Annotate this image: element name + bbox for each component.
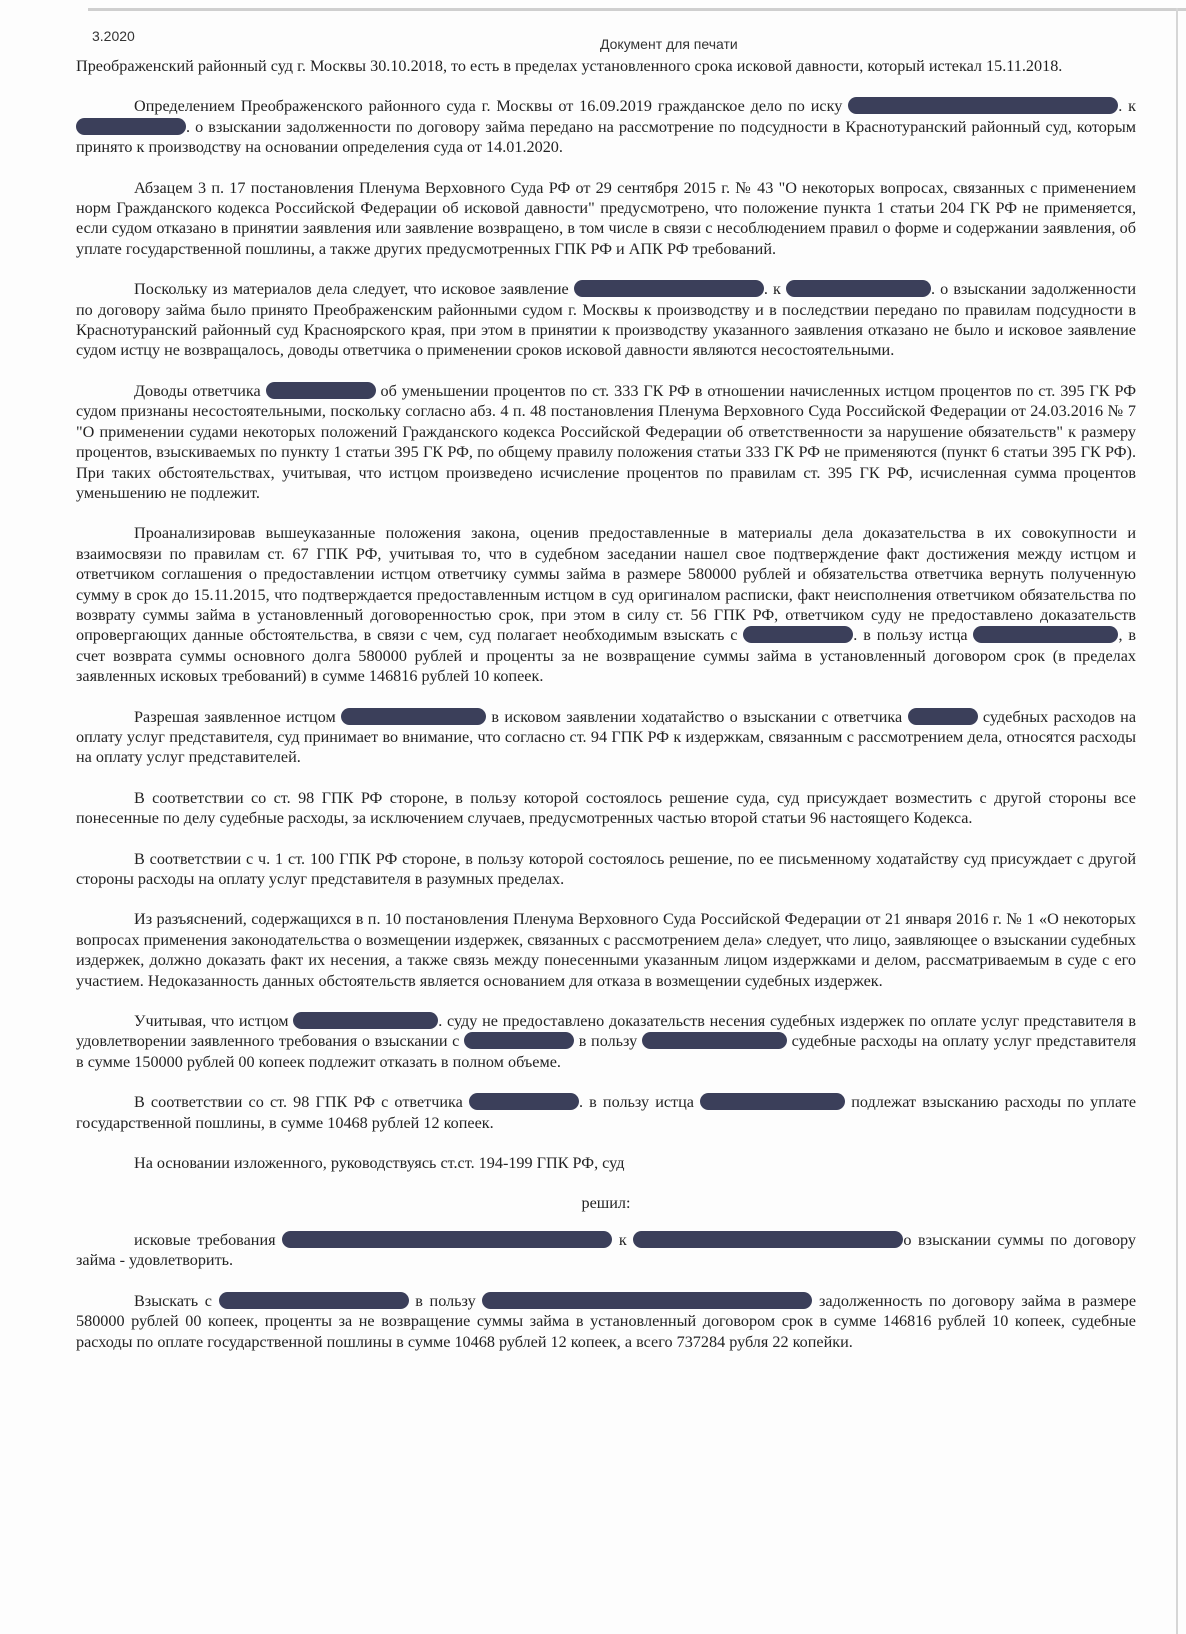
decision-heading-text: решил: [581,1194,631,1213]
redacted-name [786,280,931,297]
paragraph-9 [76,849,1136,890]
paragraph-1-text: Преображенский районный суд г. Москвы 30.10.2018, то есть в пределах установленного срока исковой давности, который истекал 15.11.2018. [76,57,1063,75]
paragraph-11 [76,1011,1136,1072]
page-edge-right [1176,8,1178,1634]
redacted-name [469,1093,579,1110]
redacted-name [848,97,1118,114]
paragraph-13-text: На основании изложенного, руководствуясь ст.ст. 194-199 ГПК РФ, суд [134,1154,625,1173]
paragraph-13 [76,1153,1136,1173]
paragraph-8-text: В соответствии со ст. 98 ГПК РФ стороне, в пользу которой состоялось решение суда, суд присуждает возместить с другой стороны все понесенные по делу судебные расходы, за исключением случаев, предусмотренных частью второй статьи 96 настоящего Кодекса. [76,788,1136,828]
redacted-name [219,1292,409,1309]
paragraph-15-text-b: в пользу [415,1291,476,1310]
paragraph-11-text-a: Учитывая, что истцом [134,1012,289,1031]
paragraph-7-text-c: судебных расходов на оплату услуг представителя, суд принимает во внимание, что согласно ст. 94 ГПК РФ к издержкам, связанным с рассмотрением дела, относятся расходы на оплату услуг представителей. [76,707,1137,767]
paragraph-12-text-c: подлежат взысканию расходы по уплате государственной пошлины, в сумме 10468 рублей 12 копеек. [76,1093,1137,1132]
paragraph-6 [76,523,1136,686]
redacted-name [266,382,376,399]
paragraph-3 [76,178,1136,260]
paragraph-12-text-a: В соответствии со ст. 98 ГПК РФ с ответчика [134,1093,463,1112]
redacted-name [464,1032,574,1049]
paragraph-4-text-c: . о взыскании задолженности по договору займа было принято Преображенским районными судом г. Москвы к производству и в последствии передано по правилам подсудности в Краснотуранский районный суд Красноярского края, при этом в принятии к производству указанного заявления отказано не было и исковое заявление судом истцу не возвращалось, доводы ответчика о применении сроков исковой давности являются несостоятельными. [76,280,1136,360]
paragraph-14-text-b: к [618,1230,627,1249]
print-header-title: Документ для печати [600,36,738,52]
paragraph-7-text-b: в исковом заявлении ходатайство о взыскании с ответчика [491,707,903,726]
paragraph-5 [76,381,1136,503]
paragraph-15 [76,1291,1136,1352]
decision-heading [76,1193,1136,1213]
redacted-name [973,626,1118,643]
paragraph-15-text-c: задолженность по договору займа в размере 580000 рублей 00 копеек, проценты за не возвращение суммы займа в установленный договором срок в сумме 146816 рублей 10 копеек, судебные расходы по оплате государственной пошлины в сумме 10468 рублей 12 копеек, а всего 737284 рубля 22 копейки. [76,1291,1137,1351]
paragraph-15-text-a: Взыскать с [134,1291,212,1310]
paragraph-7-text-a: Разрешая заявленное истцом [134,707,336,726]
paragraph-6-text-b: . в пользу истца [853,626,968,645]
paragraph-4-text-a: Поскольку из материалов дела следует, что исковое заявление [134,280,569,299]
document-body [76,56,1136,1372]
paragraph-14 [76,1230,1136,1271]
redacted-name [908,708,978,725]
paragraph-10 [76,909,1136,991]
paragraph-5-text-a: Доводы ответчика [134,381,261,400]
paragraph-4-text-b: . к [763,280,781,299]
paragraph-11-text-d: судебные расходы на оплату услуг представителя в сумме 150000 рублей 00 копеек подлежит отказать в полном объеме. [76,1032,1137,1071]
paragraph-6-text-c: , в счет возврата суммы основного долга 580000 рублей и проценты за не возвращение суммы займа в установленный договором срок (в пределах заявленных исковых требований) в сумме 146816 рублей 10 копеек. [76,626,1137,686]
paragraph-6-text-a: Проанализировав вышеуказанные положения закона, оценив предоставленные в материалы дела доказательства в их совокупности и взаимосвязи по правилам ст. 67 ГПК РФ, учитывая то, что в судебном заседании нашел свое подтверждение факт достижения между истцом и ответчиком соглашения о предоставлении истцом ответчику суммы займа в размере 580000 рублей и обязательства ответчика вернуть полученную сумму в срок до 15.11.2015, что подтверждается предоставленным истцом в суд оригиналом расписки, факт неисполнения ответчиком обязательства по возврату суммы займа в установленный договоренностью срок, при этом в силу ст. 56 ГПК РФ, ответчиком суду не предоставлено доказательств опровергающих данные обстоятельства, в связи с чем, суд полагает необходимым взыскать с [76,524,1136,645]
paragraph-8 [76,788,1136,829]
paragraph-2 [76,96,1136,157]
paragraph-12-text-b: . в пользу истца [578,1093,694,1112]
paragraph-2-text-a: Определением Преображенского районного суда г. Москвы от 16.09.2019 гражданское дело по иску [134,97,843,116]
paragraph-5-text-b: об уменьшении процентов по ст. 333 ГК РФ в отношении начисленных истцом процентов по ст. 395 ГК РФ судом признаны несостоятельными, поскольку согласно абз. 4 п. 48 постановления Пленума Верховного Суда Российской Федерации от 24.03.2016 № 7 "О применении судами некоторых положений Гражданского кодекса Российской Федерации об ответственности за нарушение обязательств" к размеру процентов, взыскиваемых по пункту 1 статьи 395 ГК РФ, по общему правилу положения статьи 333 ГК РФ не применяются (пункт 6 статьи 395 ГК РФ). При таких обстоятельствах, учитывая, что истцом произведено исчисление процентов по правилам ст. 395 ГК РФ, исчисленная сумма процентов уменьшению не подлежит. [76,381,1137,502]
redacted-name [743,626,853,643]
redacted-name [700,1093,845,1110]
redacted-name [76,118,186,135]
redacted-name [482,1292,812,1309]
paragraph-12 [76,1092,1136,1133]
paragraph-2-text-b: . к [1118,97,1137,116]
redacted-name [574,280,764,297]
redacted-name [633,1231,903,1248]
redacted-name [642,1032,787,1049]
paragraph-2-text-c: . о взыскании задолженности по договору займа передано на рассмотрение по подсудности в Краснотуранский районный суд, которым принято к производству на основании определения суда от 14.01.2020. [76,117,1136,157]
paragraph-9-text: В соответствии с ч. 1 ст. 100 ГПК РФ стороне, в пользу которой состоялось решение, по ее письменному ходатайству суд присуждает с другой стороны расходы на оплату услуг представителя в разумных пределах. [76,849,1136,888]
paragraph-1 [76,56,1136,76]
paragraph-10-text: Из разъяснений, содержащихся в п. 10 постановления Пленума Верховного Суда Российской Федерации от 21 января 2016 г. № 1 «О некоторых вопросах применения законодательства о возмещении издержек, связанных с рассмотрением дела» следует, что лицо, заявляющее о взыскании судебных издержек, должно доказать факт их несения, а также связь между понесенными указанным лицом издержками и делом, рассматриваемым в суде с его участием. Недоказанность данных обстоятельств является основанием для отказа в возмещении судебных издержек. [76,910,1136,990]
page-edge-top [88,8,1186,11]
print-date: 3.2020 [92,28,135,44]
paragraph-11-text-b: . суду не предоставлено доказательств несения судебных издержек по оплате услуг представителя в удовлетворении заявленного требования о взыскании с [76,1012,1136,1051]
paragraph-14-text-c: о взыскании суммы по договору займа - удовлетворить. [76,1230,1137,1270]
paragraph-14-text-a: исковые требования [134,1230,276,1249]
paragraph-11-text-c: в пользу [578,1032,638,1051]
paragraph-3-text: Абзацем 3 п. 17 постановления Пленума Верховного Суда РФ от 29 сентября 2015 г. № 43 "О некоторых вопросах, связанных с применением норм Гражданского кодекса Российской Федерации об исковой давности" предусмотрено, что положение пункта 1 статьи 204 ГК РФ не применяется, если судом отказано в принятии заявления или заявление возвращено, в том числе в связи с несоблюдением правил о форме и содержании заявления, об уплате государственной пошлины, а также других предусмотренных ГПК РФ и АПК РФ требований. [76,178,1136,258]
paragraph-7 [76,707,1136,768]
redacted-name [282,1231,612,1248]
paragraph-4 [76,279,1136,361]
redacted-name [341,708,486,725]
redacted-name [293,1012,438,1029]
